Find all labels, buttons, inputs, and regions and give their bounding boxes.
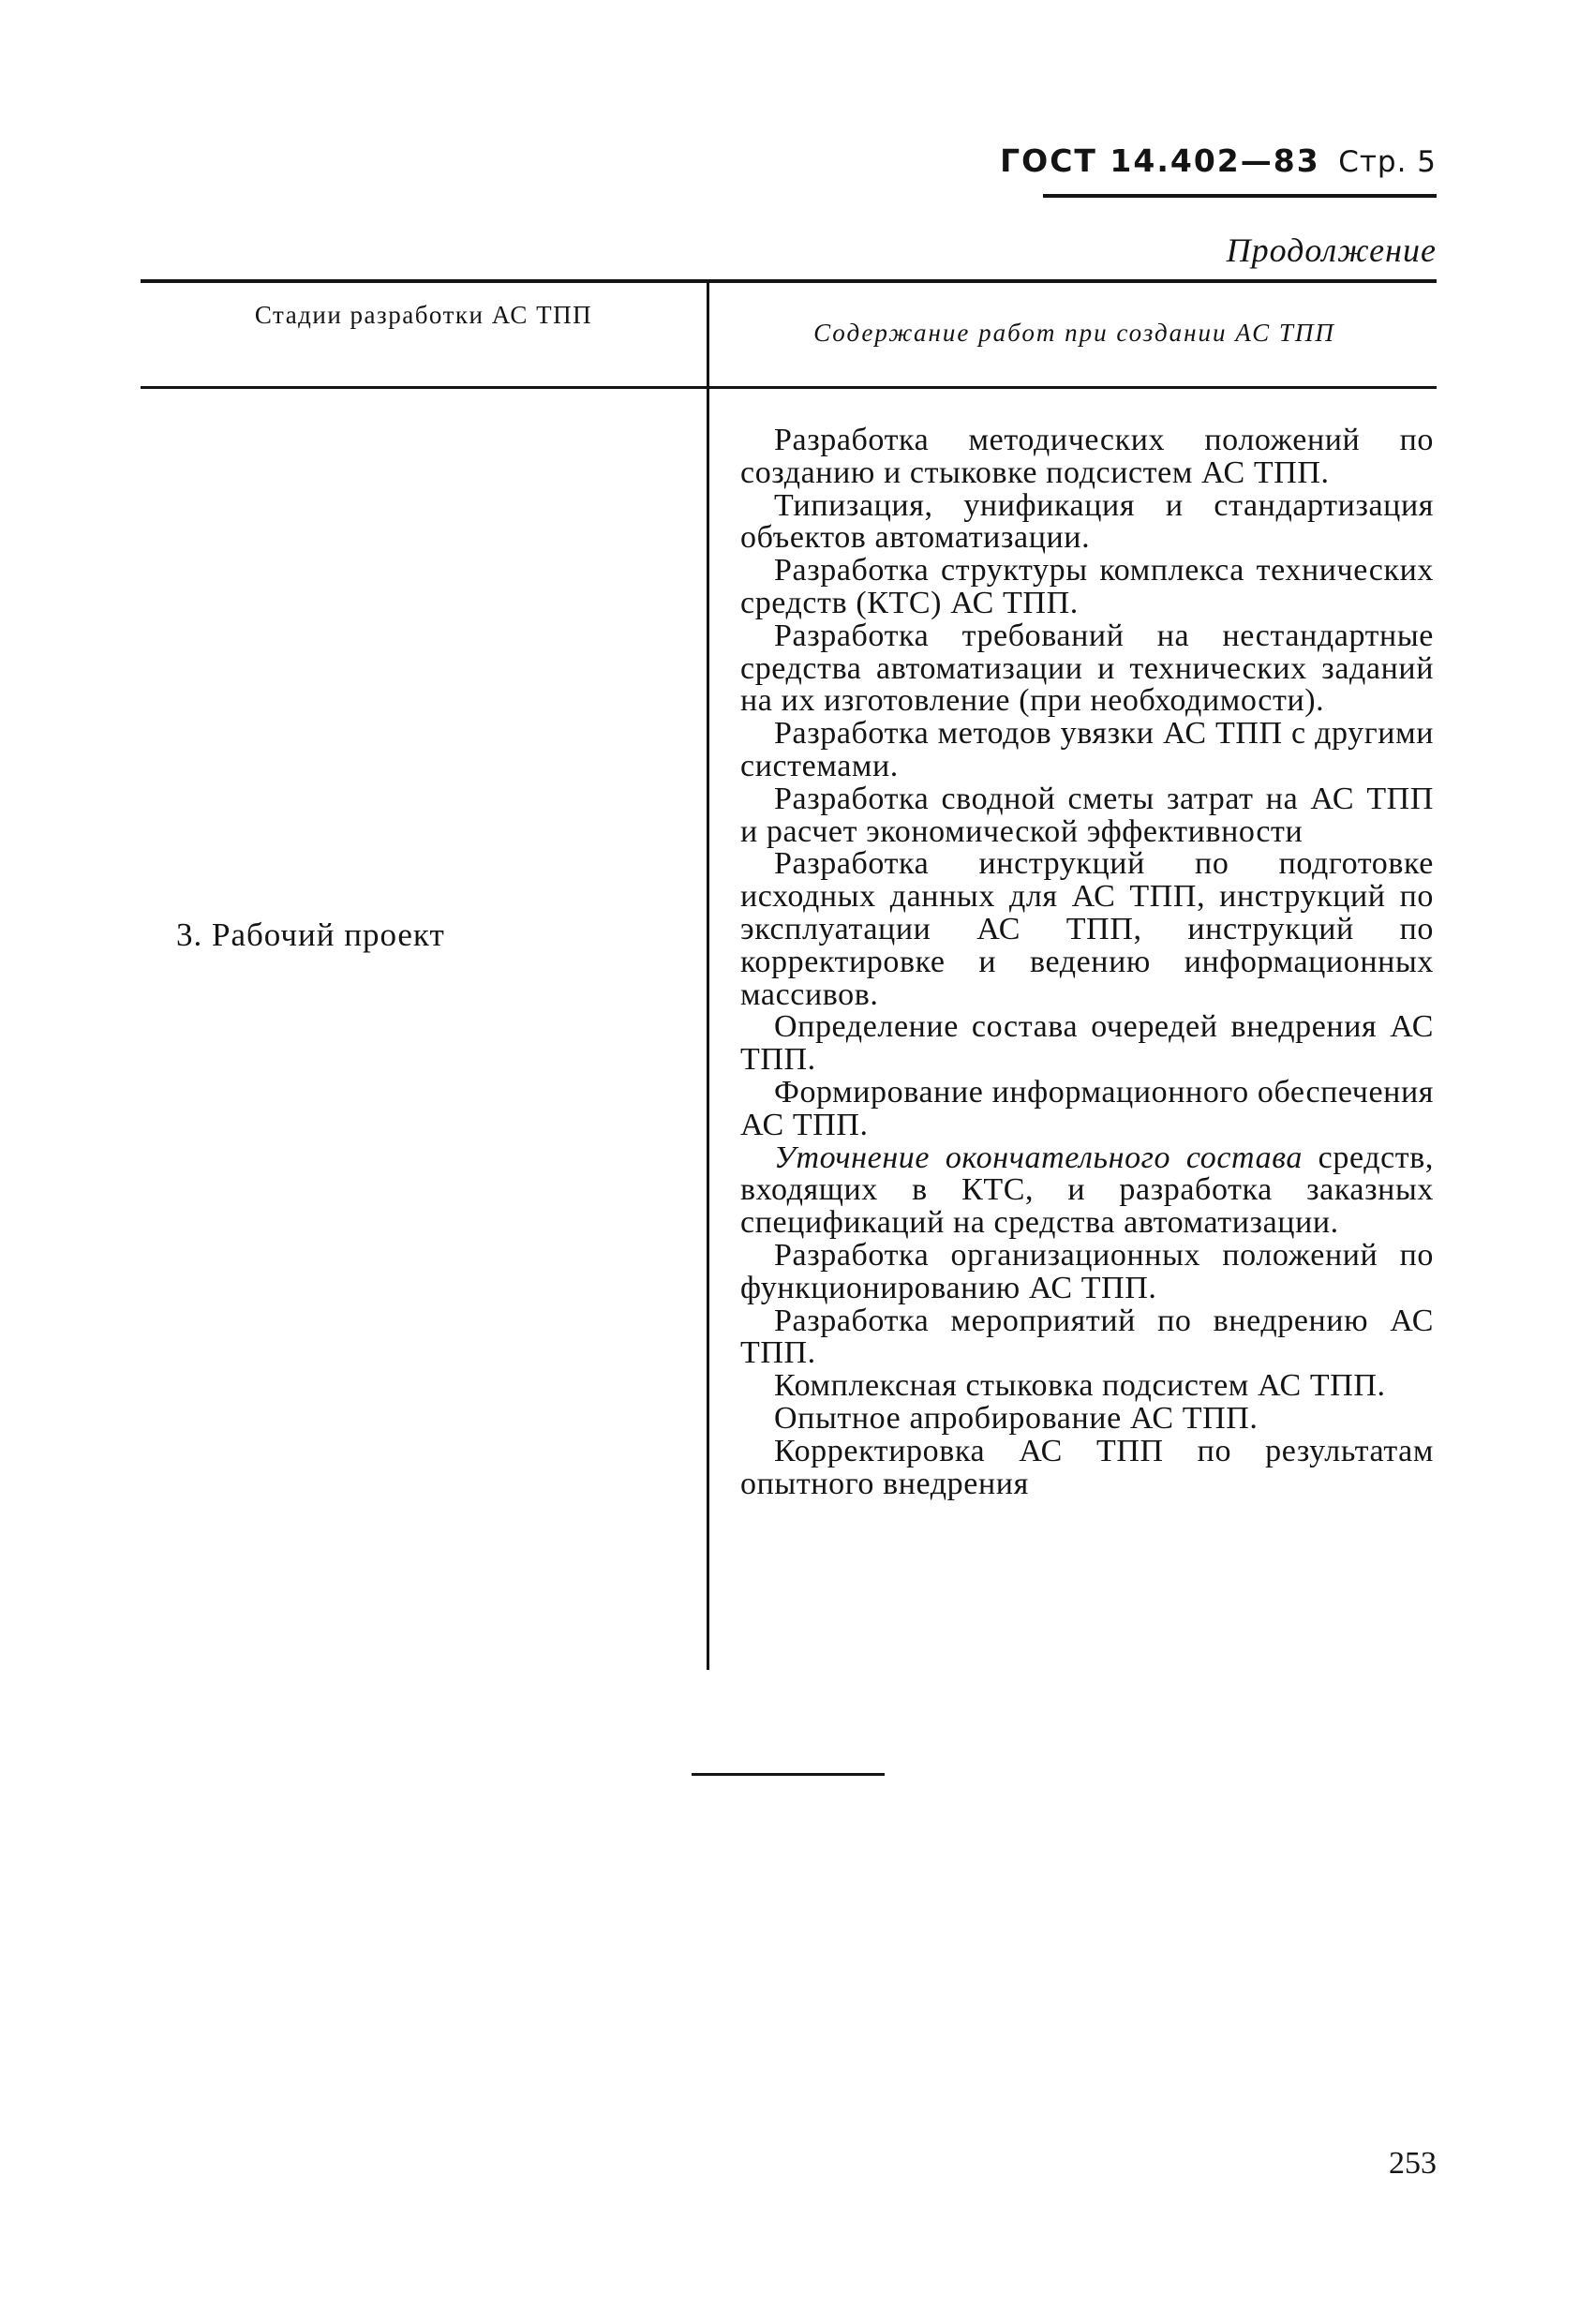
work-content-list [740, 425, 1434, 1500]
page-header [1000, 142, 1437, 180]
work-item: Разработка методов увязки АС ТПП с другими системами. [740, 716, 1434, 783]
work-item: Определение состава очередей внедрения АС ТПП. [740, 1009, 1434, 1078]
work-item: Типизация, унификация и стандартизация объектов автоматизации. [740, 487, 1434, 556]
standard-number: ГОСТ 14.402—83 [1000, 142, 1320, 179]
work-item: Разработка структуры комплекса технических средств (КТС) АС ТПП. [740, 553, 1434, 620]
work-item: Комплексная стыковка подсистем АС ТПП. [774, 1368, 1386, 1404]
header-underline [1043, 194, 1437, 198]
end-of-table-rule [692, 1773, 885, 1776]
column-header-stages: Стадии разработки АС ТПП [254, 301, 593, 329]
column-divider [707, 283, 709, 1670]
work-item: Разработка методических положений по созданию и стыковке подсистем АС ТПП. [740, 423, 1434, 490]
continuation-label: Продолжение [1226, 231, 1437, 269]
stage-name: 3. Рабочий проект [176, 916, 445, 953]
work-item: Разработка требований на нестандартные средства автоматизации и технических заданий на их изготовление (при необходимости). [740, 618, 1434, 719]
work-item: Формирование информационного обеспечения АС ТПП. [740, 1074, 1434, 1142]
work-item: Разработка сводной сметы затрат на АС ТПП и расчет экономической эффективности [740, 781, 1434, 849]
work-item: Уточнение окончательного состава средств, входящих в КТС, и разработка заказных спецификаций на средства автоматизации. [740, 1140, 1434, 1241]
page-label: Стр. 5 [1338, 145, 1437, 179]
work-item: Разработка мероприятий по внедрению АС ТПП. [740, 1303, 1434, 1371]
column-header-content: Содержание работ при создании АС ТПП [813, 319, 1335, 347]
work-item: Корректировка АС ТПП по результатам опытного внедрения [740, 1433, 1434, 1501]
page-number: 253 [1389, 2146, 1437, 2181]
work-item: Разработка инструкций по подготовке исходных данных для АС ТПП, инструкций по эксплуатации АС ТПП, инструкций по корректировке и ведению информационных массивов. [740, 846, 1434, 1012]
table-top-rule [141, 279, 1437, 283]
table-header-rule [141, 386, 1437, 389]
work-item: Разработка организационных положений по функционированию АС ТПП. [740, 1237, 1434, 1305]
work-item: Опытное апробирование АС ТПП. [774, 1400, 1259, 1436]
